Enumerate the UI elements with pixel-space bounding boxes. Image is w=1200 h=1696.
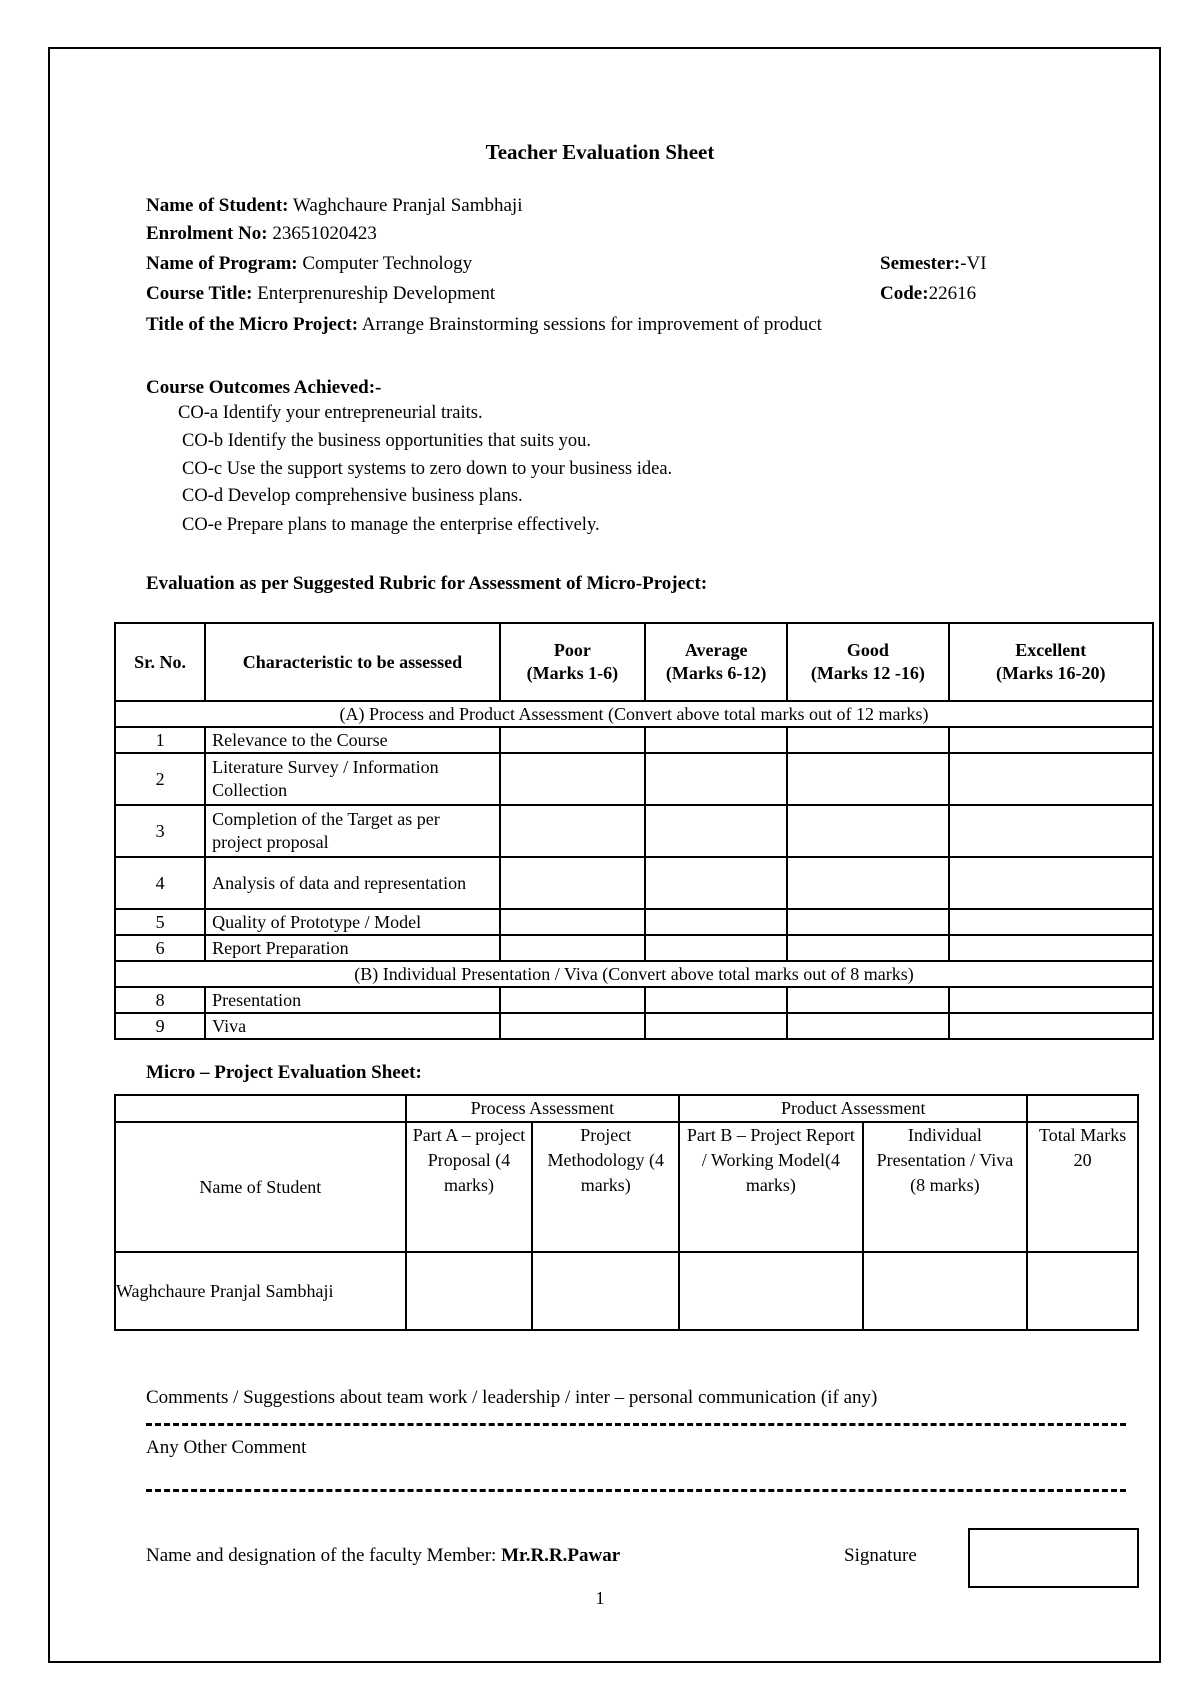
excellent-cell[interactable] — [949, 909, 1153, 935]
micro-eval-heading: Micro – Project Evaluation Sheet: — [146, 1062, 422, 1083]
other-comment-line[interactable] — [146, 1489, 1126, 1492]
student-name-label: Name of Student: — [146, 195, 289, 216]
average-label: Average — [684, 640, 748, 660]
excellent-label: Excellent — [1015, 640, 1087, 660]
rubric-heading: Evaluation as per Suggested Rubric for Assessment of Micro-Project: — [146, 573, 708, 594]
characteristic-cell: Completion of the Target as per project proposal — [205, 805, 500, 857]
faculty-line — [146, 1545, 620, 1567]
good-cell[interactable] — [787, 1013, 948, 1039]
part-a-header: Part A – project Proposal (4 marks) — [406, 1122, 533, 1252]
average-cell[interactable] — [645, 857, 787, 909]
excellent-marks: (Marks 16-20) — [996, 663, 1106, 683]
methodology-cell[interactable] — [532, 1252, 679, 1330]
part-b-cell[interactable] — [679, 1252, 862, 1330]
good-cell[interactable] — [787, 727, 948, 753]
course-line — [146, 284, 495, 303]
student-name-value: Waghchaure Pranjal Sambhaji — [292, 195, 523, 216]
team-comments-line[interactable] — [146, 1423, 1126, 1426]
header-sr: Sr. No. — [115, 623, 205, 701]
micro-title-label: Title of the Micro Project: — [146, 314, 359, 335]
excellent-cell[interactable] — [949, 727, 1153, 753]
sr-cell: 9 — [115, 1013, 205, 1039]
sr-cell: 2 — [115, 753, 205, 805]
methodology-header: Project Methodology (4 marks) — [532, 1122, 679, 1252]
excellent-cell[interactable] — [949, 987, 1153, 1013]
student-name-line — [146, 196, 522, 215]
section-b-row — [115, 961, 1153, 987]
sr-cell: 4 — [115, 857, 205, 909]
individual-header: Individual Presentation / Viva (8 marks) — [863, 1122, 1028, 1252]
individual-cell[interactable] — [863, 1252, 1028, 1330]
enrolment-value: 23651020423 — [272, 223, 377, 244]
rubric-table — [114, 622, 1154, 1040]
rubric-header-row — [115, 623, 1153, 701]
average-cell[interactable] — [645, 753, 787, 805]
faculty-label: Name and designation of the faculty Member: — [146, 1545, 497, 1566]
program-line — [146, 254, 472, 273]
product-assessment-header: Product Assessment — [679, 1095, 1027, 1122]
characteristic-cell: Analysis of data and representation — [205, 857, 500, 909]
total-cell[interactable] — [1027, 1252, 1138, 1330]
program-value: Computer Technology — [302, 253, 473, 274]
header-good — [787, 623, 948, 701]
poor-cell[interactable] — [500, 727, 645, 753]
process-assessment-header: Process Assessment — [406, 1095, 680, 1122]
name-of-student-header: Name of Student — [115, 1122, 406, 1252]
table-row — [115, 935, 1153, 961]
poor-marks: (Marks 1-6) — [526, 663, 619, 683]
enrolment-line — [146, 224, 377, 243]
section-a-row — [115, 701, 1153, 727]
excellent-cell[interactable] — [949, 753, 1153, 805]
header-excellent — [949, 623, 1153, 701]
micro-eval-group-row — [115, 1095, 1138, 1122]
semester-label: Semester: — [880, 253, 961, 274]
enrolment-label: Enrolment No: — [146, 223, 268, 244]
sr-cell: 1 — [115, 727, 205, 753]
characteristic-cell: Relevance to the Course — [205, 727, 500, 753]
good-label: Good — [846, 640, 889, 660]
outcome-item: CO-d Develop comprehensive business plans. — [182, 486, 523, 506]
poor-cell[interactable] — [500, 935, 645, 961]
average-cell[interactable] — [645, 935, 787, 961]
good-cell[interactable] — [787, 857, 948, 909]
characteristic-cell: Quality of Prototype / Model — [205, 909, 500, 935]
outcome-item: CO-e Prepare plans to manage the enterprise effectively. — [182, 515, 600, 535]
good-cell[interactable] — [787, 753, 948, 805]
good-cell[interactable] — [787, 909, 948, 935]
section-b-label: (B) Individual Presentation / Viva (Convert above total marks out of 8 marks) — [115, 961, 1153, 987]
good-cell[interactable] — [787, 805, 948, 857]
poor-cell[interactable] — [500, 805, 645, 857]
blank-cell — [115, 1095, 406, 1122]
table-row — [115, 1252, 1138, 1330]
header-average — [645, 623, 787, 701]
code-label: Code: — [880, 283, 929, 304]
signature-box[interactable] — [968, 1528, 1139, 1588]
sr-cell: 8 — [115, 987, 205, 1013]
semester-value: -VI — [960, 253, 987, 274]
outcome-item: CO-c Use the support systems to zero down to your business idea. — [182, 459, 673, 479]
table-row — [115, 857, 1153, 909]
average-cell[interactable] — [645, 805, 787, 857]
part-a-cell[interactable] — [406, 1252, 533, 1330]
excellent-cell[interactable] — [949, 935, 1153, 961]
average-cell[interactable] — [645, 909, 787, 935]
good-cell[interactable] — [787, 987, 948, 1013]
characteristic-cell: Literature Survey / Information Collection — [205, 753, 500, 805]
micro-title-value: Arrange Brainstorming sessions for improvement of product — [361, 314, 822, 335]
characteristic-cell: Presentation — [205, 987, 500, 1013]
sr-cell: 3 — [115, 805, 205, 857]
micro-eval-header-row — [115, 1122, 1138, 1252]
semester-line — [880, 254, 987, 273]
excellent-cell[interactable] — [949, 857, 1153, 909]
page-number: 1 — [595, 1588, 605, 1608]
table-row — [115, 1013, 1153, 1039]
header-poor — [500, 623, 645, 701]
table-row — [115, 727, 1153, 753]
program-label: Name of Program: — [146, 253, 298, 274]
good-marks: (Marks 12 -16) — [810, 663, 925, 683]
outcomes-heading: Course Outcomes Achieved:- — [146, 377, 382, 398]
code-line — [880, 284, 976, 303]
signature-label: Signature — [844, 1545, 917, 1566]
poor-cell[interactable] — [500, 1013, 645, 1039]
course-label: Course Title: — [146, 283, 253, 304]
outcome-item: CO-a Identify your entrepreneurial traits. — [178, 403, 483, 423]
average-marks: (Marks 6-12) — [665, 663, 767, 683]
characteristic-cell: Report Preparation — [205, 935, 500, 961]
poor-cell[interactable] — [500, 987, 645, 1013]
table-row — [115, 753, 1153, 805]
average-cell[interactable] — [645, 727, 787, 753]
poor-cell[interactable] — [500, 753, 645, 805]
course-value: Enterprenureship Development — [257, 283, 496, 304]
header-characteristic: Characteristic to be assessed — [205, 623, 500, 701]
sr-cell: 5 — [115, 909, 205, 935]
micro-title-line — [146, 315, 822, 334]
micro-eval-table — [114, 1094, 1139, 1331]
excellent-cell[interactable] — [949, 805, 1153, 857]
page-title: Teacher Evaluation Sheet — [485, 140, 715, 164]
other-comment-label: Any Other Comment — [146, 1437, 307, 1458]
team-comments-label: Comments / Suggestions about team work / leadership / inter – personal communication (if any) — [146, 1387, 878, 1408]
table-row — [115, 805, 1153, 857]
poor-cell[interactable] — [500, 857, 645, 909]
section-a-label: (A) Process and Product Assessment (Convert above total marks out of 12 marks) — [115, 701, 1153, 727]
code-value: 22616 — [928, 283, 977, 304]
student-name-cell: Waghchaure Pranjal Sambhaji — [115, 1252, 406, 1330]
poor-cell[interactable] — [500, 909, 645, 935]
blank-cell — [1027, 1095, 1138, 1122]
average-cell[interactable] — [645, 987, 787, 1013]
table-row — [115, 909, 1153, 935]
faculty-name: Mr.R.R.Pawar — [501, 1545, 621, 1566]
sr-cell: 6 — [115, 935, 205, 961]
poor-label: Poor — [553, 640, 591, 660]
total-header: Total Marks 20 — [1027, 1122, 1138, 1252]
good-cell[interactable] — [787, 935, 948, 961]
table-row — [115, 987, 1153, 1013]
average-cell[interactable] — [645, 1013, 787, 1039]
excellent-cell[interactable] — [949, 1013, 1153, 1039]
outcome-item: CO-b Identify the business opportunities that suits you. — [182, 431, 592, 451]
characteristic-cell: Viva — [205, 1013, 500, 1039]
part-b-header: Part B – Project Report / Working Model(4 marks) — [679, 1122, 862, 1252]
